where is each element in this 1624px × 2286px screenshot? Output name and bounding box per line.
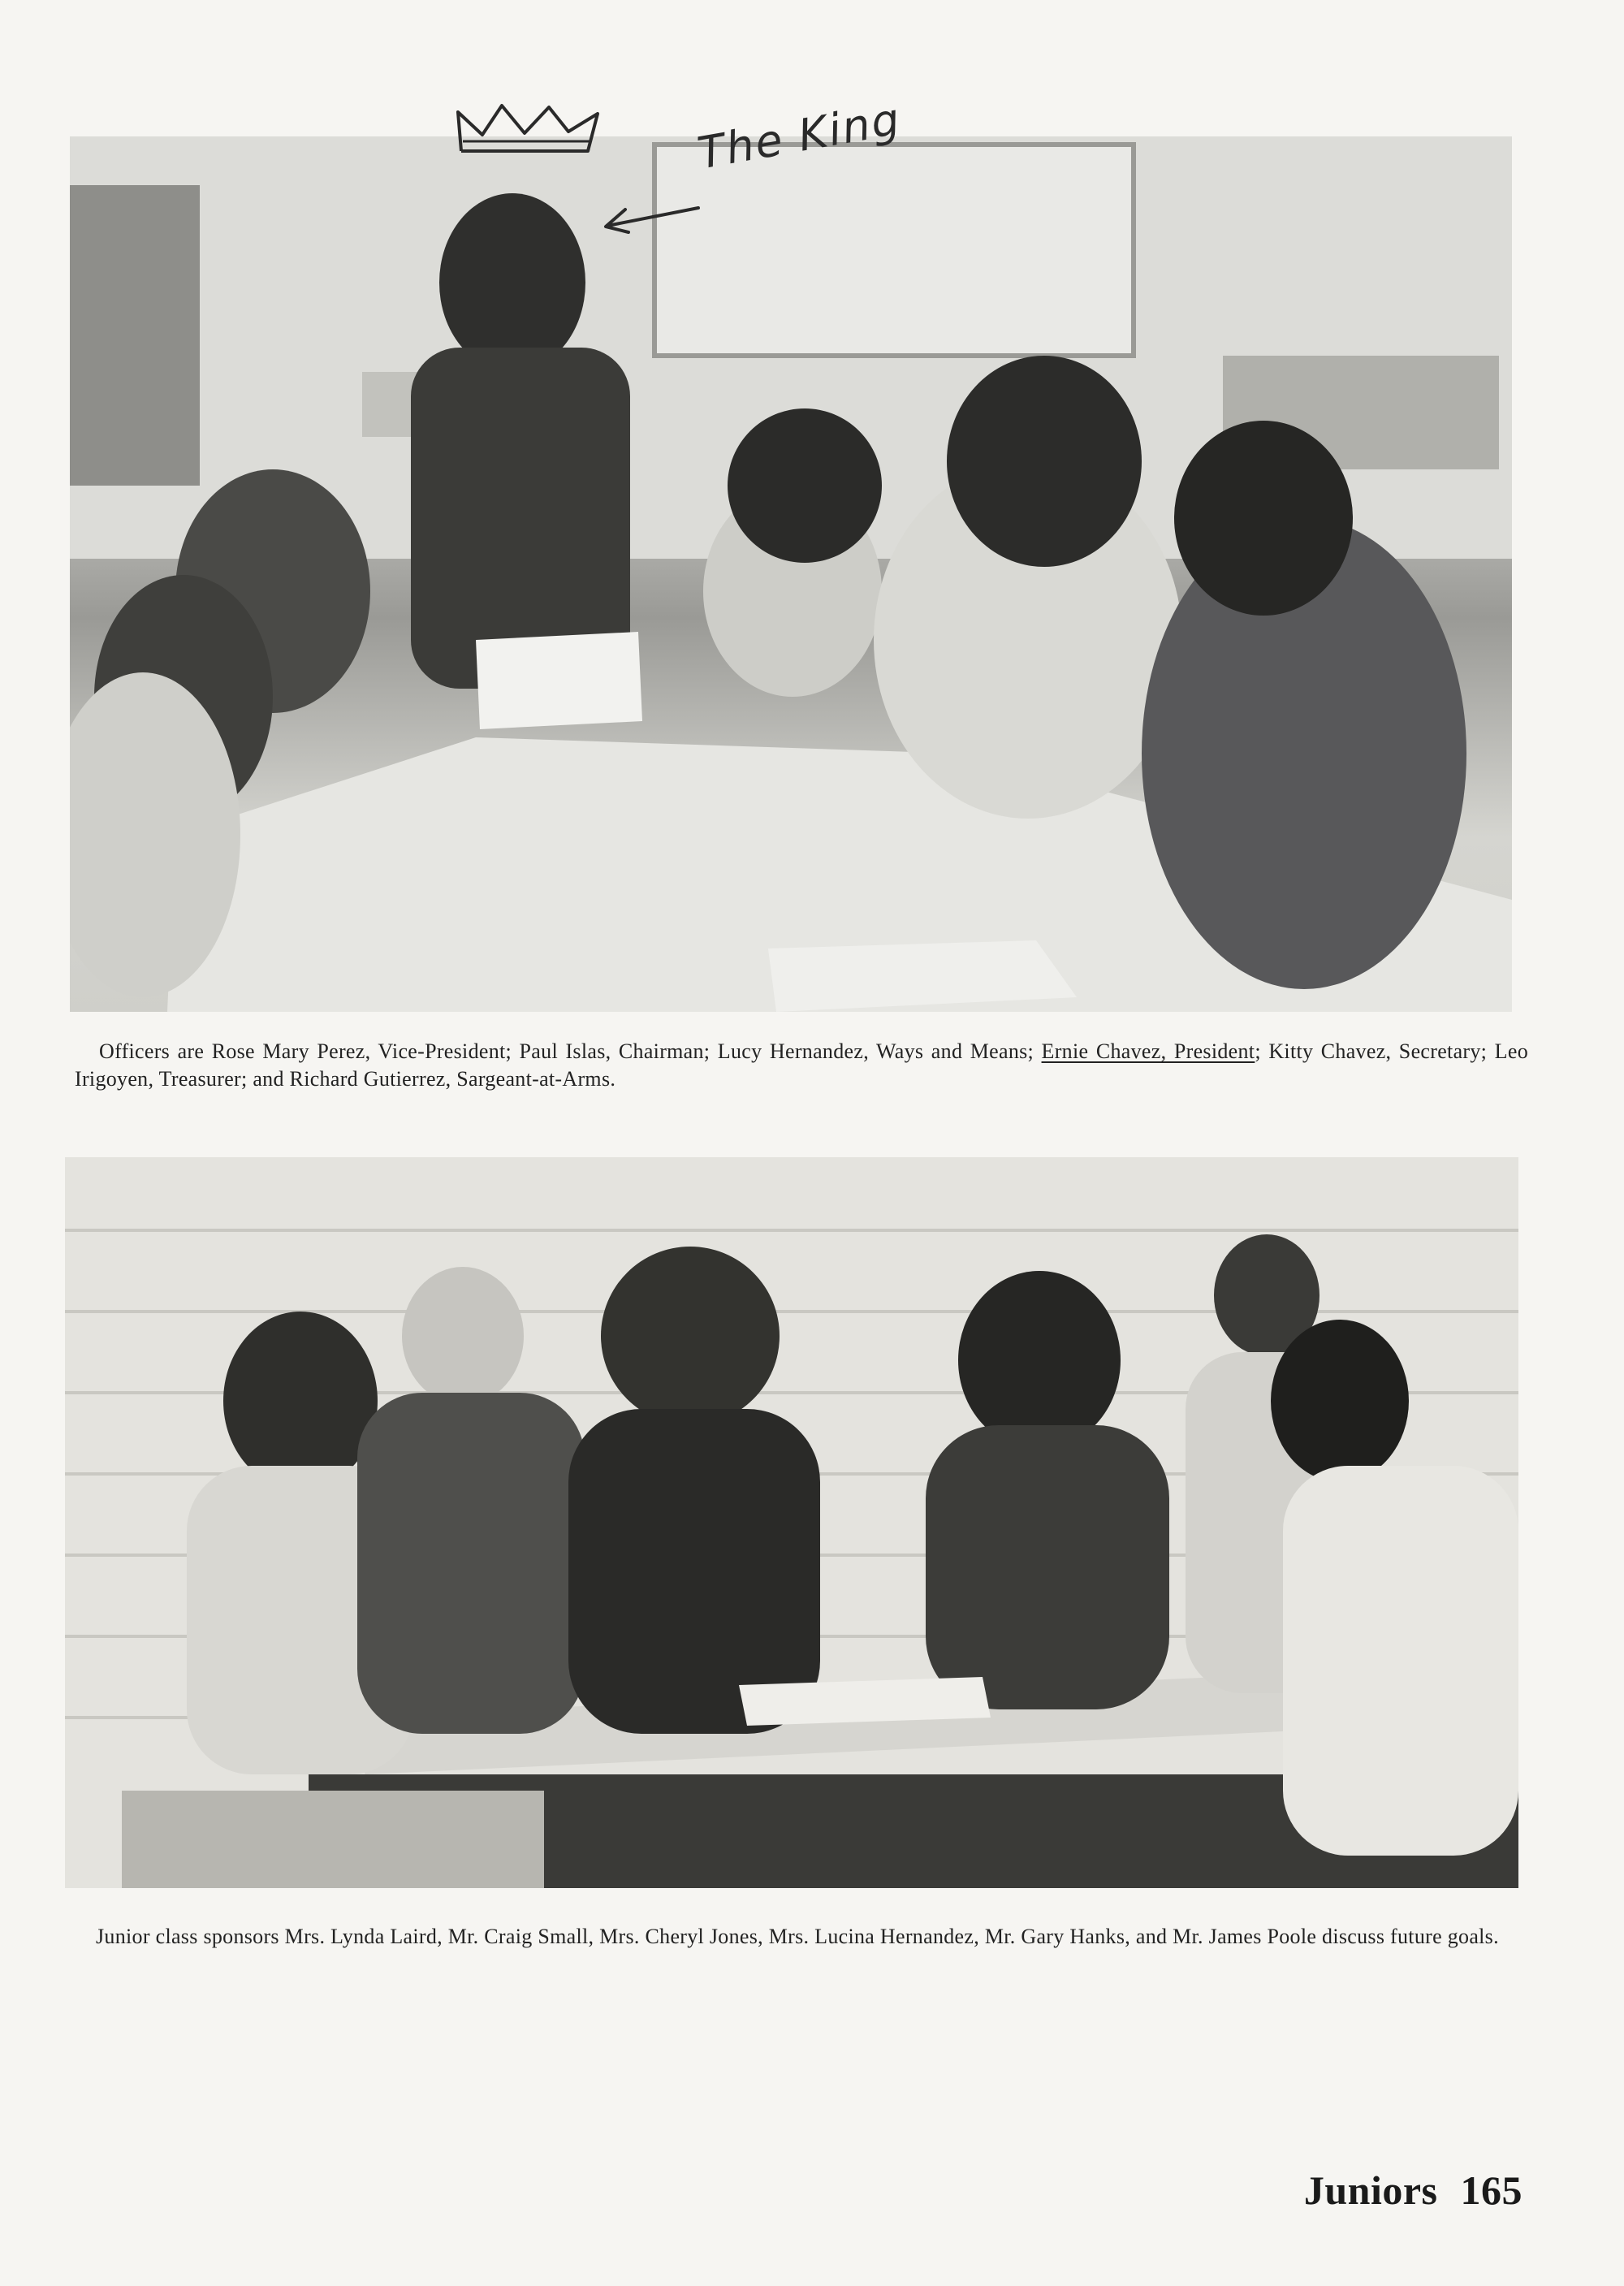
officers-caption-underlined: Ernie Chavez, President — [1041, 1039, 1255, 1063]
sponsors-photo — [65, 1157, 1518, 1888]
officers-caption-part1: Officers are Rose Mary Perez, Vice-President; Paul Islas, Chairman; Lucy Hernandez, Ways and Means; — [99, 1039, 1042, 1063]
page-number: 165 — [1460, 2167, 1522, 2213]
crown-icon — [455, 102, 601, 158]
officers-caption — [75, 1038, 1528, 1093]
section-title: Juniors — [1303, 2167, 1438, 2213]
officers-caption-part2: ; Kitty Chavez, Secretary; Leo Irigoyen, Treasurer; and Richard Gutierrez, Sargeant-at-Arms. — [75, 1039, 1528, 1091]
arrow-icon — [601, 193, 702, 234]
officers-photo — [70, 136, 1512, 1012]
sponsors-caption: Junior class sponsors Mrs. Lynda Laird, Mr. Craig Small, Mrs. Cheryl Jones, Mrs. Lucina Hernandez, Mr. Gary Hanks, and Mr. James Poole discuss future goals. — [96, 1925, 1499, 1948]
officers-photo-scene — [70, 136, 1512, 1012]
page-folio — [1304, 2167, 1522, 2214]
sponsors-photo-scene — [65, 1157, 1518, 1888]
handwritten-annotation: The King — [693, 93, 905, 179]
